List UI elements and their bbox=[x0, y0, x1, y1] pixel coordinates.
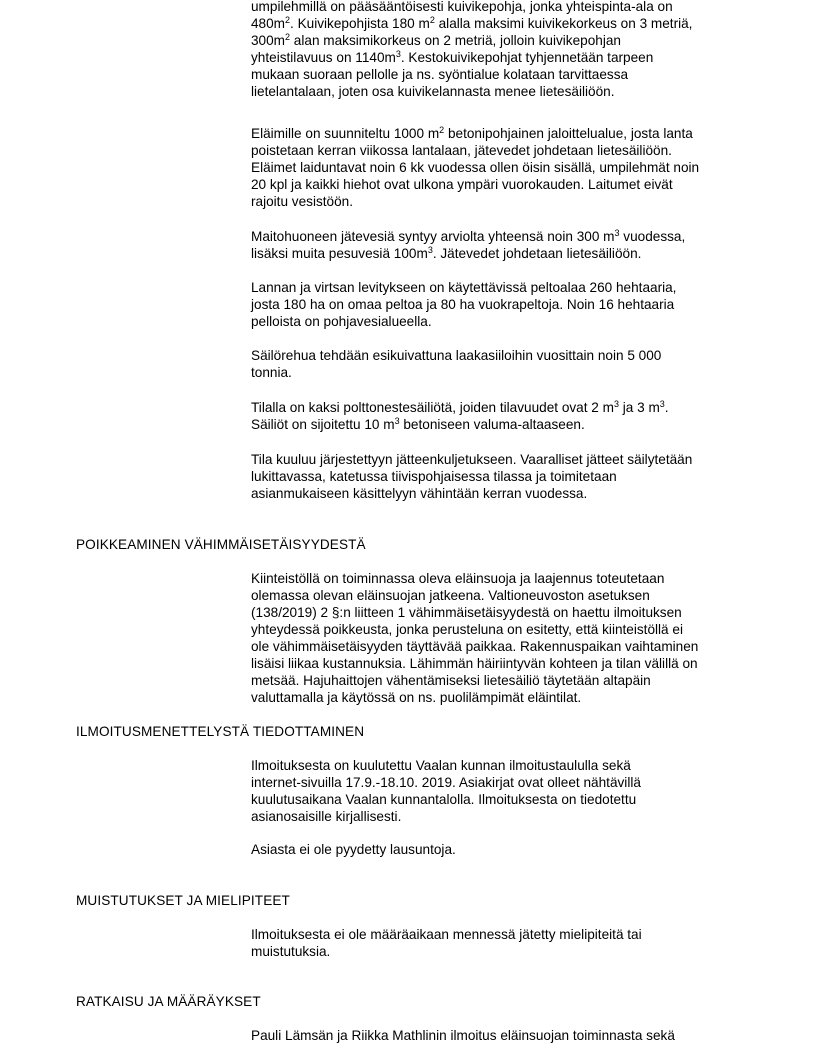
paragraph-decision: Pauli Lämsän ja Riikka Mathlinin ilmoitus eläinsuojan toiminnasta sekä bbox=[251, 1028, 675, 1043]
paragraph-no-opinions: Ilmoituksesta ei ole määräaikaan mennessä jätetty mielipiteitä tai muistutuksia. bbox=[251, 927, 642, 959]
heading-notification-procedure: ILMOITUSMENETTELYSTÄ TIEDOTTAMINEN bbox=[76, 724, 365, 739]
paragraph-manure-spreading: Lannan ja virtsan levitykseen on käytettävissä peltoalaa 260 hehtaaria, josta 180 ha on omaa peltoa ja 80 ha vuokrapeltoja. Noin 16 hehtaaria pelloista on pohjavesialueella. bbox=[251, 280, 677, 329]
paragraph-exercise-area: Eläimille on suunniteltu 1000 $m^2$ betonipohjainen jaloittelualue, josta lanta poistetaan kerran viikossa lantalaan, jätevedet johdetaan lietesäiliöön. Eläimet laiduntavat noin 6 kk vuodessa ollen öisin sisällä, umpilehmät noin 20 kpl ja kaikki hiehot ovat ulkona ympäri vuorokauden. Laitumet eivät rajoitu vesistöön. bbox=[251, 125, 700, 209]
heading-minimum-distance: POIKKEAMINEN VÄHIMMÄISETÄISYYDESTÄ bbox=[76, 537, 366, 552]
paragraph-no-statements: Asiasta ei ole pyydetty lausuntoja. bbox=[251, 842, 456, 857]
paragraph-bedding-area: umpilehmillä on pääsääntöisesti kuivikepohja, jonka yhteispinta-ala on $480m^2$. Kuivikepohjista 180 $m^2$ alalla maksimi kuivikekorkeus on 3 metriä, $300m^2$ alan maksimikorkeus on 2 metriä, jolloin kuivikepohjan yhteistilavuus on $1140m^3$. Kestokuivikepohjat tyhjennetään tarpeen mukaan suoraan pellolle ja ns. syöntialue kolataan tarvittaessa lietelantalaan, joten osa kuivikelannasta menee lietesäiliöön. bbox=[251, 0, 693, 99]
paragraph-fuel-tanks: Tilalla on kaksi polttonestesäiliötä, joiden tilavuudet ovat 2 $m^3$ ja 3 $m^3$. Säiliöt on sijoitettu 10 $m^3$ betoniseen valuma-altaaseen. bbox=[251, 399, 669, 432]
paragraph-minimum-distance-exemption: Kiinteistöllä on toiminnassa oleva eläinsuoja ja laajennus toteutetaan olemassa olevan eläinsuojan jatkeena. Valtioneuvoston asetuksen (138/2019) 2 §:n liitteen 1 vähimmäisetäisyydestä on haettu ilmoituksen yhteydessä poikkeusta, jonka perusteluna on esitetty, että kiinteistöllä ei ole vähimmäisetäisyyden täyttävää paikkaa. Rakennuspaikan vaihtaminen lisäisi liikaa kustannuksia. Lähimmän häiriintyvän kohteen ja tilan välillä on metsää. Hajuhaittojen vähentämiseksi lietesäiliö täytetään altapäin valuttamalla ja käytössä on ns. puolilämpimät eläintilat. bbox=[251, 571, 699, 705]
paragraph-silage: Säilörehua tehdään esikuivattuna laakasiiloihin vuosittain noin 5 000 tonnia. bbox=[251, 348, 662, 380]
paragraph-dairy-wastewater: Maitohuoneen jätevesiä syntyy arviolta yhteensä noin 300 $m^3$ vuodessa, lisäksi muita pesuvesiä $100m^3$. Jätevedet johdetaan lietesäiliöön. bbox=[251, 228, 686, 261]
heading-reminders-opinions: MUISTUTUKSET JA MIELIPITEET bbox=[76, 893, 290, 908]
paragraph-waste-transport: Tila kuuluu järjestettyyn jätteenkuljetukseen. Vaaralliset jätteet säilytetään lukittavassa, katetussa tiivispohjaisessa tilassa ja toimitetaan asianmukaiseen käsittelyyn vähintään kerran vuodessa. bbox=[251, 452, 693, 501]
paragraph-announcement: Ilmoituksesta on kuulutettu Vaalan kunnan ilmoitustaululla sekä internet-sivuilla 17.9.-18.10. 2019. Asiakirjat ovat olleet nähtävillä kuulutusaikana Vaalan kunnantalolla. Ilmoituksesta on tiedotettu asianosaisille kirjallisesti. bbox=[251, 758, 641, 824]
heading-decision-regulations: RATKAISU JA MÄÄRÄYKSET bbox=[76, 994, 261, 1009]
